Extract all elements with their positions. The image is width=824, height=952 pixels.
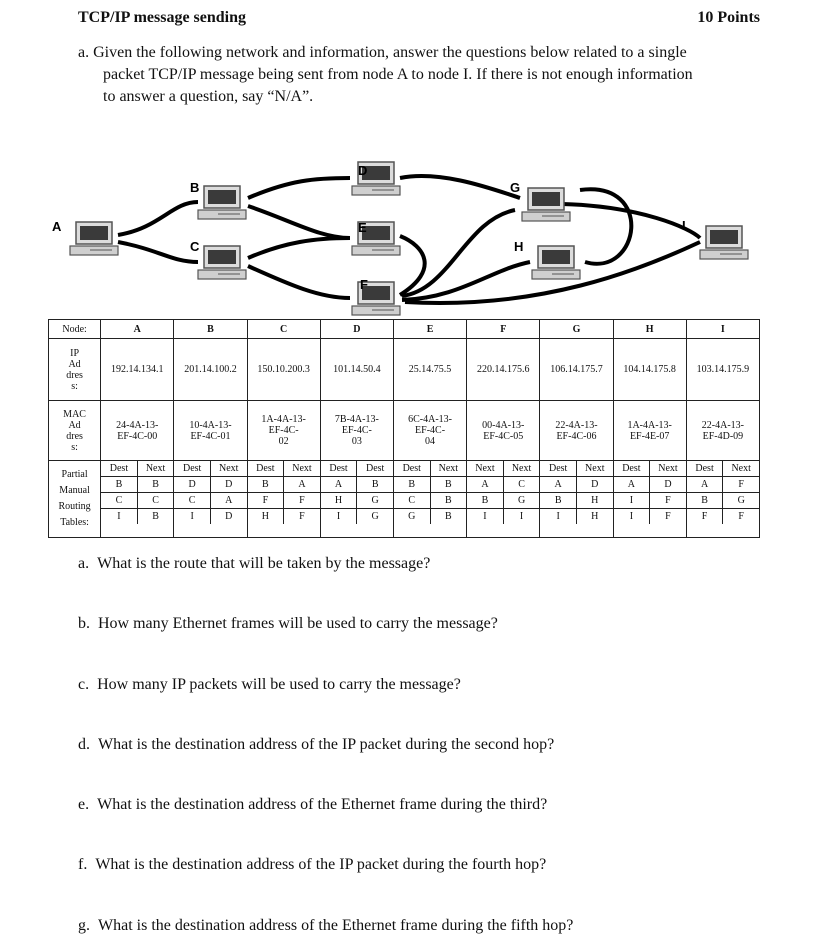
mac-line: EF-4D-09 — [702, 430, 744, 442]
routing-table-e — [394, 461, 466, 524]
question-a — [78, 555, 430, 573]
routing-cell-c — [247, 461, 320, 538]
node-label-f: F — [360, 277, 368, 292]
routing-table-h — [614, 461, 686, 524]
intro-line-3: to answer a question, say “N/A”. — [103, 88, 314, 105]
node-info-table — [48, 319, 760, 538]
question-d — [78, 736, 554, 754]
mac-address-a — [101, 401, 174, 461]
mac-line: EF-4C- — [415, 425, 446, 436]
mac-address-e — [393, 401, 466, 461]
mac-line: EF-4C- — [341, 425, 372, 436]
rt-cell: C — [394, 493, 430, 509]
routing-label-line: Manual — [59, 485, 90, 496]
rt-cell: B — [445, 511, 452, 522]
ip-label-line: s: — [71, 380, 78, 392]
node-name-b: B — [174, 320, 247, 339]
mac-line: 1A-4A-13- — [627, 419, 672, 431]
rt-cell: H — [591, 511, 599, 522]
rt-cell: F — [248, 493, 284, 509]
node-name-i: I — [686, 320, 759, 339]
mac-line: 02 — [278, 436, 289, 447]
node-c-computer — [198, 246, 246, 279]
mac-line: 22-4A-13- — [701, 419, 744, 431]
mac-row-label — [49, 401, 101, 461]
routing-label-line: Partial — [61, 469, 88, 480]
rt-head-dest: Next — [467, 461, 503, 477]
rt-cell: F — [687, 509, 723, 525]
question-text: What is the destination address of the IP packet during the fourth hop? — [95, 856, 547, 873]
question-text: What is the destination address of the Ethernet frame during the fifth hop? — [98, 917, 574, 934]
rt-head-next: Next — [650, 461, 686, 477]
rt-cell: A — [687, 477, 723, 493]
mac-address-i — [686, 401, 759, 461]
rt-cell: C — [137, 493, 173, 509]
question-letter: b. — [78, 615, 90, 632]
mac-line: 24-4A-13- — [116, 419, 159, 431]
rt-head-dest: Dest — [321, 461, 357, 477]
mac-address-h — [613, 401, 686, 461]
ip-address-f: 220.14.175.6 — [467, 339, 540, 401]
ip-address-h: 104.14.175.8 — [613, 339, 686, 401]
rt-cell: B — [467, 493, 503, 509]
rt-head-next: Next — [576, 461, 612, 477]
network-diagram — [0, 150, 824, 320]
rt-cell: I — [614, 493, 650, 509]
ip-row-label — [49, 339, 101, 401]
question-letter: f. — [78, 856, 88, 873]
rt-cell: D — [650, 477, 686, 493]
mac-line: EF-4C-01 — [190, 430, 231, 442]
ip-address-e: 25.14.75.5 — [393, 339, 466, 401]
mac-line: 1A-4A-13- — [261, 414, 306, 425]
question-letter: g. — [78, 917, 90, 934]
rt-cell: D — [174, 477, 210, 493]
intro-line-1: a. Given the following network and information, answer the questions below related to a single — [78, 44, 687, 61]
question-letter: a. — [78, 555, 90, 572]
question-letter: c. — [78, 676, 90, 693]
rt-cell: C — [101, 493, 137, 509]
mac-address-c — [247, 401, 320, 461]
mac-line: EF-4C-00 — [117, 430, 158, 442]
rt-cell: F — [738, 511, 744, 522]
node-row-label: Node: — [49, 320, 101, 339]
rt-cell: B — [687, 493, 723, 509]
rt-head-dest: Dest — [540, 461, 576, 477]
mac-address-d — [320, 401, 393, 461]
node-name-h: H — [613, 320, 686, 339]
ip-label-line: Ad — [68, 358, 81, 370]
rt-cell: F — [723, 477, 759, 493]
node-i-computer — [700, 226, 748, 259]
rt-cell: B — [430, 493, 466, 509]
routing-row-label — [49, 461, 101, 538]
rt-cell: B — [430, 477, 466, 493]
ip-address-a: 192.14.134.1 — [101, 339, 174, 401]
rt-cell: I — [540, 509, 576, 525]
rt-head-next: Dest — [357, 461, 393, 477]
rt-cell: C — [174, 493, 210, 509]
ip-address-c: 150.10.200.3 — [247, 339, 320, 401]
routing-cell-b — [174, 461, 247, 538]
rt-cell: G — [357, 493, 393, 509]
node-label-h: H — [514, 239, 524, 254]
routing-table-f — [467, 461, 539, 524]
rt-cell: F — [650, 493, 686, 509]
node-label-b: B — [190, 180, 200, 195]
rt-cell: A — [614, 477, 650, 493]
rt-head-next: Next — [503, 461, 539, 477]
rt-cell: B — [152, 511, 159, 522]
rt-cell: A — [540, 477, 576, 493]
rt-head-dest: Dest — [614, 461, 650, 477]
mac-row — [49, 401, 760, 461]
rt-head-dest: Dest — [101, 461, 137, 477]
rt-cell: I — [101, 509, 137, 525]
question-text: What is the destination address of the Ethernet frame during the third? — [97, 796, 548, 813]
rt-head-dest: Dest — [394, 461, 430, 477]
rt-head-next: Next — [137, 461, 173, 477]
rt-cell: B — [248, 477, 284, 493]
node-g-computer — [522, 188, 570, 221]
rt-cell: I — [519, 511, 524, 522]
rt-cell: I — [614, 509, 650, 525]
ip-row — [49, 339, 760, 401]
routing-cell-i — [686, 461, 759, 538]
mac-line: EF-4C-05 — [483, 430, 524, 442]
ip-address-g: 106.14.175.7 — [540, 339, 613, 401]
rt-cell: A — [210, 493, 246, 509]
rt-cell: D — [576, 477, 612, 493]
question-text: How many IP packets will be used to carry the message? — [97, 676, 461, 693]
mac-line: EF-4C- — [268, 425, 299, 436]
rt-cell: B — [137, 477, 173, 493]
question-e — [78, 796, 547, 814]
question-f — [78, 856, 546, 874]
mac-line: 7B-4A-13- — [334, 414, 379, 425]
mac-label-line: dres — [66, 430, 83, 442]
question-letter: e. — [78, 796, 90, 813]
rt-cell: F — [299, 511, 305, 522]
node-label-d: D — [358, 163, 368, 178]
mac-line: 03 — [351, 436, 362, 447]
question-text: What is the destination address of the IP packet during the second hop? — [98, 736, 555, 753]
question-b — [78, 615, 498, 633]
rt-cell: G — [371, 511, 379, 522]
routing-label-line: Tables: — [60, 517, 89, 528]
rt-cell: C — [503, 477, 539, 493]
rt-head-dest: Dest — [248, 461, 284, 477]
mac-line: 22-4A-13- — [555, 419, 598, 431]
rt-cell: G — [503, 493, 539, 509]
routing-label-line: Routing — [58, 501, 91, 512]
routing-cell-d — [320, 461, 393, 538]
node-row — [49, 320, 760, 339]
routing-cell-f — [467, 461, 540, 538]
routing-table-i — [687, 461, 759, 524]
rt-cell: B — [394, 477, 430, 493]
routing-cell-a — [101, 461, 174, 538]
question-text: What is the route that will be taken by the message? — [97, 555, 431, 572]
node-label-c: C — [190, 239, 200, 254]
intro-line-2: packet TCP/IP message being sent from node A to node I. If there is not enough information — [103, 66, 693, 83]
routing-cell-e — [393, 461, 466, 538]
rt-cell: G — [723, 493, 759, 509]
rt-head-dest: Dest — [174, 461, 210, 477]
node-name-a: A — [101, 320, 174, 339]
mac-address-g — [540, 401, 613, 461]
routing-cell-h — [613, 461, 686, 538]
node-name-e: E — [393, 320, 466, 339]
ip-address-d: 101.14.50.4 — [320, 339, 393, 401]
question-c — [78, 676, 461, 694]
question-g — [78, 917, 573, 935]
rt-cell: H — [576, 493, 612, 509]
rt-head-next: Next — [210, 461, 246, 477]
rt-cell: B — [357, 477, 393, 493]
question-letter: d. — [78, 736, 90, 753]
rt-cell: D — [225, 511, 233, 522]
node-name-g: G — [540, 320, 613, 339]
rt-cell: A — [467, 477, 503, 493]
ip-label-line: dres — [66, 369, 83, 381]
rt-head-next: Next — [723, 461, 759, 477]
node-h-computer — [532, 246, 580, 279]
mac-address-b — [174, 401, 247, 461]
rt-cell: F — [284, 493, 320, 509]
rt-head-dest: Dest — [687, 461, 723, 477]
ip-address-b: 201.14.100.2 — [174, 339, 247, 401]
mac-label-line: Ad — [68, 419, 81, 431]
question-text: How many Ethernet frames will be used to carry the message? — [98, 615, 498, 632]
mac-label-line: s: — [71, 441, 78, 453]
mac-line: 6C-4A-13- — [408, 414, 452, 425]
rt-cell: I — [467, 509, 503, 525]
routing-table-g — [540, 461, 612, 524]
node-a-computer — [70, 222, 118, 255]
routing-cell-g — [540, 461, 613, 538]
node-name-c: C — [247, 320, 320, 339]
routing-table-c — [248, 461, 320, 524]
points-label: 10 Points — [697, 9, 760, 26]
mac-line: EF-4C-06 — [556, 430, 597, 442]
ip-label-line: IP — [70, 347, 80, 359]
rt-cell: F — [665, 511, 671, 522]
mac-address-f — [467, 401, 540, 461]
rt-cell: G — [394, 509, 430, 525]
rt-cell: D — [210, 477, 246, 493]
routing-table-a — [101, 461, 173, 524]
node-label-g: G — [510, 180, 521, 195]
rt-head-next: Next — [284, 461, 320, 477]
node-b-computer — [198, 186, 246, 219]
routing-row — [49, 461, 760, 538]
mac-line: 10-4A-13- — [189, 419, 232, 431]
mac-line: 04 — [425, 436, 436, 447]
routing-table-b — [174, 461, 246, 524]
ip-address-i: 103.14.175.9 — [686, 339, 759, 401]
node-label-a: A — [52, 219, 62, 234]
rt-cell: A — [321, 477, 357, 493]
rt-cell: H — [248, 509, 284, 525]
mac-label-line: MAC — [63, 408, 86, 420]
routing-table-d — [321, 461, 393, 524]
node-label-i: I — [682, 218, 686, 233]
rt-cell: B — [540, 493, 576, 509]
page-title: TCP/IP message sending — [78, 9, 247, 26]
rt-cell: H — [321, 493, 357, 509]
node-label-e: E — [358, 220, 367, 235]
mac-line: EF-4E-07 — [629, 430, 670, 442]
rt-cell: I — [321, 509, 357, 525]
node-name-d: D — [320, 320, 393, 339]
rt-head-next: Next — [430, 461, 466, 477]
rt-cell: B — [101, 477, 137, 493]
rt-cell: A — [284, 477, 320, 493]
rt-cell: I — [174, 509, 210, 525]
node-name-f: F — [467, 320, 540, 339]
mac-line: 00-4A-13- — [482, 419, 525, 431]
